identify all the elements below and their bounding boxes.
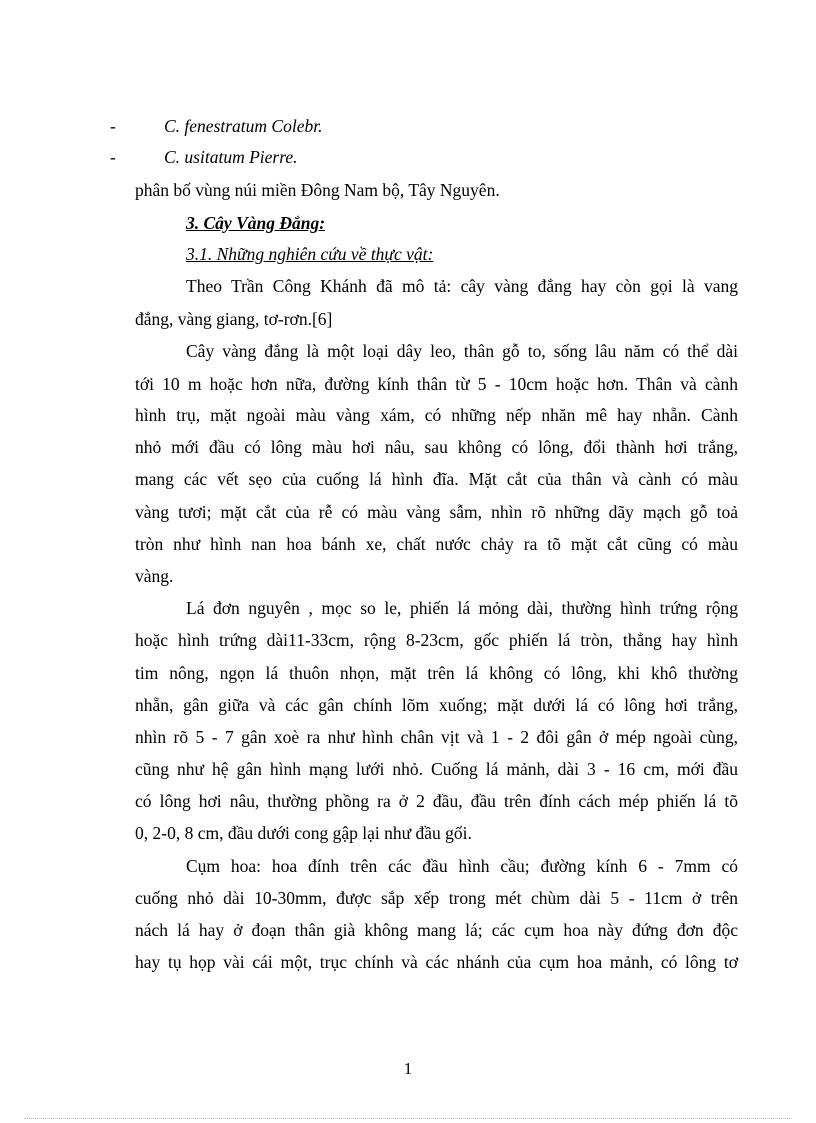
paragraph-line: tới 10 m hoặc hơn nữa, đường kính thân từ 5 - 10cm hoặc hơn. Thân và cành [135, 374, 738, 394]
page-number: 1 [403, 1059, 413, 1078]
paragraph-line: mang các vết sẹo của cuống lá hình đĩa. Mặt cắt của thân và cành có màu [135, 469, 738, 489]
paragraph-line: hình trụ, mặt ngoài màu vàng xám, có những nếp nhăn mê hay nhẵn. Cành [135, 405, 738, 425]
paragraph-line: tròn như hình nan hoa bánh xe, chất nước chảy ra tõ mặt cắt cũng có màu [135, 534, 738, 554]
species-name: C. usitatum Pierre. [164, 147, 298, 167]
paragraph-line: Cây vàng đắng là một loại dây leo, thân gỗ to, sống lâu năm có thể dài [186, 341, 738, 361]
paragraph-line: nhìn rõ 5 - 7 gân xoè ra như hình chân vịt và 1 - 2 đôi gân ở mép ngoài cùng, [135, 727, 738, 747]
paragraph-line: có lông hơi nâu, thường phồng ra ở 2 đầu, đầu trên đính cách mép phiến lá tõ [135, 791, 738, 811]
paragraph-line: cũng như hệ gân hình mạng lưới nhỏ. Cuống lá mảnh, dài 3 - 16 cm, mới đầu [135, 759, 738, 779]
species-name: C. fenestratum Colebr. [164, 116, 323, 136]
paragraph-line: nhẵn, gân giữa và các gân chính lõm xuống; mặt dưới lá có lông hơi trắng, [135, 695, 738, 715]
paragraph-line: Cụm hoa: hoa đính trên các đầu hình cầu; đường kính 6 - 7mm có [186, 856, 738, 876]
paragraph-line: hoặc hình trứng dài11-33cm, rộng 8-23cm, gốc phiến lá tròn, thẳng hay hình [135, 630, 738, 650]
paragraph-line: đắng, vàng giang, tơ-rơn.[6] [135, 309, 333, 329]
bullet-dash: - [110, 116, 116, 136]
paragraph-line: Lá đơn nguyên , mọc so le, phiến lá mỏng dài, thường hình trứng rộng [186, 598, 738, 618]
bullet-dash: - [110, 147, 116, 167]
section-heading: 3. Cây Vàng Đắng: [186, 213, 326, 233]
paragraph-line: hay tụ họp vài cái một, trục chính và các nhánh của cụm hoa mảnh, có lông tơ [135, 952, 738, 972]
paragraph-line: tim nông, ngọn lá thuôn nhọn, mặt trên lá không có lông, khi khô thường [135, 663, 738, 683]
paragraph-line: 0, 2-0, 8 cm, đầu dưới cong gập lại như đầu gối. [135, 823, 472, 843]
page-bottom-divider [24, 1118, 792, 1119]
paragraph-line: cuống nhỏ dài 10-30mm, được sắp xếp trong mét chùm dài 5 - 11cm ở trên [135, 888, 738, 908]
paragraph-line: nách lá hay ở đoạn thân già không mang lá; các cụm hoa này đứng đơn độc [135, 920, 738, 940]
paragraph-line: vàng. [135, 566, 174, 586]
paragraph-line: nhỏ mới đầu có lông màu hơi nâu, sau không có lông, đổi thành hơi trắng, [135, 437, 738, 457]
paragraph-line: Theo Trần Công Khánh đã mô tả: cây vàng đắng hay còn gọi là vang [186, 276, 738, 296]
subsection-heading: 3.1. Những nghiên cứu về thực vật: [186, 244, 434, 264]
paragraph-line: vàng tươi; mặt cắt của rễ có màu vàng sẫm, nhìn rõ những dãy mạch gỗ toả [135, 502, 738, 522]
intro-line: phân bố vùng núi miền Đông Nam bộ, Tây Nguyên. [135, 180, 500, 200]
